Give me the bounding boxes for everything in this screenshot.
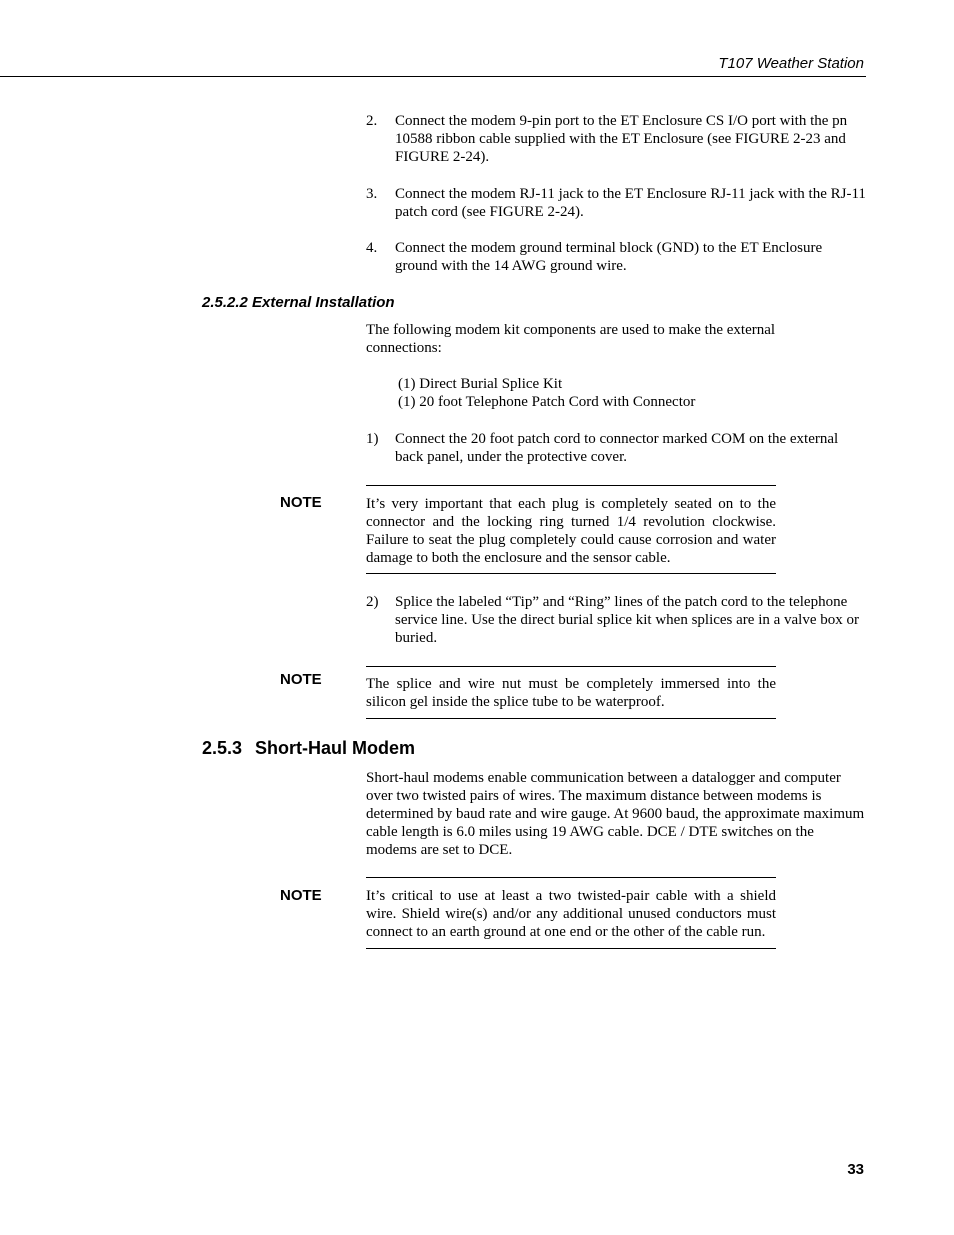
list-item xyxy=(366,593,866,647)
section-number: 2.5.3 xyxy=(202,738,243,758)
note-text: It’s critical to use at least a two twisted-pair cable with a shield wire. Shield wire(s) and/or any additional unused conductors must connect to an earth ground at one end or the other of the cable run. xyxy=(366,888,776,940)
list-item xyxy=(366,112,866,166)
list-number: 1) xyxy=(366,431,379,447)
page-number: 33 xyxy=(847,1161,864,1178)
section-heading-short-haul-modem xyxy=(202,738,415,759)
note-box xyxy=(366,485,776,574)
list-number: 4. xyxy=(366,240,378,256)
list-number: 3. xyxy=(366,186,378,202)
running-header: T107 Weather Station xyxy=(718,55,864,72)
kit-list-item: (1) Direct Burial Splice Kit xyxy=(398,376,563,392)
section-title: Short-Haul Modem xyxy=(255,738,416,758)
note-box xyxy=(366,666,776,719)
list-number: 2. xyxy=(366,113,378,129)
list-text: Connect the modem 9-pin port to the ET Enclosure CS I/O port with the pn 10588 ribbon cable supplied with the ET Enclosure (see FIGURE 2-23 and FIGURE 2-24). xyxy=(395,113,848,165)
note-box xyxy=(366,877,776,949)
note-text: The splice and wire nut must be completely immersed into the silicon gel inside the splice tube to be waterproof. xyxy=(366,676,776,710)
list-text: Connect the modem RJ-11 jack to the ET Enclosure RJ-11 jack with the RJ-11 patch cord (see FIGURE 2-24). xyxy=(395,186,866,220)
section-heading-external-installation: 2.5.2.2 External Installation xyxy=(202,294,395,311)
list-item xyxy=(366,430,866,466)
list-number: 2) xyxy=(366,594,379,610)
header-rule xyxy=(0,76,866,77)
kit-list xyxy=(398,376,695,411)
note-text: It’s very important that each plug is completely seated on to the connector and the locking ring turned 1/4 revolution clockwise. Failure to seat the plug completely could cause corrosion and water damage to both the enclosure and the sensor cable. xyxy=(366,496,776,566)
note-label: NOTE xyxy=(280,494,322,511)
list-text: Splice the labeled “Tip” and “Ring” lines of the patch cord to the telephone service line. Use the direct burial splice kit when splices are in a valve box or buried. xyxy=(395,594,860,646)
list-item xyxy=(366,239,866,275)
note-label: NOTE xyxy=(280,671,322,688)
list-text: Connect the 20 foot patch cord to connector marked COM on the external back panel, under the protective cover. xyxy=(395,431,839,465)
external-intro-paragraph: The following modem kit components are used to make the external connections: xyxy=(366,322,776,356)
kit-list-item: (1) 20 foot Telephone Patch Cord with Connector xyxy=(398,393,696,410)
list-text: Connect the modem ground terminal block (GND) to the ET Enclosure ground with the 14 AWG ground wire. xyxy=(395,240,823,274)
note-label: NOTE xyxy=(280,887,322,904)
short-haul-paragraph: Short-haul modems enable communication between a datalogger and computer over two twisted pairs of wires. The maximum distance between modems is determined by baud rate and wire gauge. At 9600 baud, the approximate maximum cable length is 6.0 miles using 19 AWG cable. DCE / DTE switches on the modems are set to DCE. xyxy=(366,770,865,858)
list-item xyxy=(366,185,866,221)
